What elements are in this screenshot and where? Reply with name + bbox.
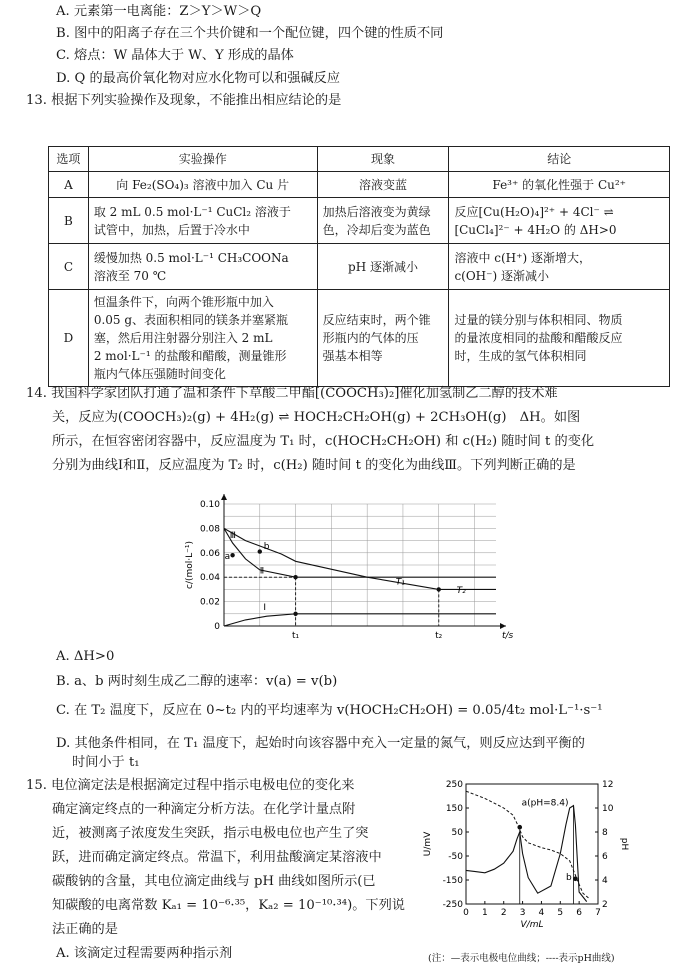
q15-option-a: A. 该滴定过程需要两种指示剂: [56, 946, 233, 961]
point-label-b: b: [263, 542, 270, 553]
curve-point: [293, 612, 297, 616]
x-axis-label: t/s: [502, 631, 514, 641]
x-axis-label: V/mL: [520, 920, 544, 930]
row-operation: [88, 244, 317, 290]
q14-stem-line4: 分别为曲线Ⅰ和Ⅱ，反应温度为 T₂ 时，c(H₂) 随时间 t 的变化为曲线Ⅲ。下列判断正确的是: [52, 458, 576, 473]
row-operation-line: 恒温条件下，向两个锥形瓶中加入: [93, 295, 274, 309]
q14-stem-line3: 所示，在恒容密闭容器中，反应温度为 T₁ 时，c(HOCH₂CH₂OH) 和 c(H₂) 随时间 t 的变化: [52, 434, 595, 449]
y-axis-label: U/mV: [423, 831, 433, 857]
y-axis-label: c/(mol·L⁻¹): [185, 540, 195, 590]
experiment-table: [48, 146, 670, 387]
row-option: D: [49, 290, 89, 387]
table-row: [49, 290, 670, 387]
row-phenomenon-line: pH 逐渐减小: [348, 259, 418, 274]
row-operation-line: 塞，然后用注射器分别注入 2 mL: [93, 331, 273, 345]
curve-i-glycol-t1: [224, 614, 496, 626]
x-tick-label: 2: [500, 908, 507, 918]
point-a: [230, 553, 234, 557]
row-conclusion-line: c(OH⁻) 逐渐减小: [454, 268, 549, 283]
y-tick-label: 0.10: [199, 500, 220, 510]
row-phenomenon: [317, 290, 449, 387]
q14-option-d-line2: 时间小于 t₁: [72, 755, 140, 770]
table-header-row: [49, 147, 670, 172]
row-phenomenon-line: 形瓶内的气体的压: [322, 331, 419, 345]
point-b: [258, 549, 262, 553]
point-label-b: b: [565, 873, 572, 883]
row-conclusion: [449, 244, 670, 290]
q14-option-b: B. a、b 两时刻生成乙二醇的速率：v(a) = v(b): [56, 674, 338, 689]
x-tick-label: 6: [576, 908, 583, 918]
y-tick-label: 50: [451, 828, 463, 838]
x-tick-label: 5: [557, 908, 564, 918]
curve-iii-h2-t2: [224, 528, 496, 589]
x-tick-label: t₂: [435, 631, 443, 641]
y2-tick-label: 8: [602, 828, 608, 838]
curve-label: Ⅰ: [263, 603, 267, 614]
q15-stem-line5: 碳酸钠的含量，其电位滴定曲线与 pH 曲线如图所示(已: [52, 874, 376, 889]
temp-label-t1: T₁: [395, 577, 405, 588]
x-tick-label: t₁: [292, 631, 300, 641]
q14-stem-line1: 14. 我国科学家团队打通了温和条件下草酸二甲酯[(COOCH₃)₂]催化加氢制乙二醇的技术难: [26, 386, 558, 401]
curve-label: Ⅲ: [229, 531, 236, 542]
chart2-note: (注：—表示电极电位曲线；----表示pH曲线): [428, 953, 615, 964]
row-operation-line: 试管中，加热，后置于冷水中: [93, 222, 250, 237]
point-b: [573, 877, 578, 882]
q14-option-c: C. 在 T₂ 温度下，反应在 0~t₂ 内的平均速率为 v(HOCH₂CH₂OH) = 0.05/4t₂ mol·L⁻¹·s⁻¹: [56, 703, 603, 718]
row-conclusion-line: [CuCl₄]²⁻ + 4H₂O 的 ΔH>0: [454, 222, 617, 237]
curve-point: [293, 575, 297, 579]
y-tick-label: 0.04: [199, 573, 220, 584]
q14-option-d-line1: D. 其他条件相同，在 T₁ 温度下，起始时向该容器中充入一定量的氮气，则反应达到平衡的: [56, 736, 585, 751]
y2-tick-label: 4: [602, 876, 608, 886]
q12-option-b: B. 图中的阳离子存在三个共价键和一个配位键，四个键的性质不同: [56, 26, 444, 41]
q15-stem-line7: 法正确的是: [52, 922, 118, 937]
row-operation-line: 瓶内气体压强随时间变化: [93, 367, 226, 381]
row-phenomenon: [317, 172, 449, 198]
header-option: 选项: [49, 147, 89, 172]
row-option: C: [49, 244, 89, 290]
y-tick-label: 250: [445, 780, 463, 790]
y-tick-label: 0.02: [199, 597, 220, 608]
y-tick-label: 0: [214, 622, 220, 632]
row-option: A: [49, 172, 89, 198]
y2-tick-label: 2: [602, 900, 608, 910]
row-operation: [88, 290, 317, 387]
potentiometric-titration-chart: [420, 774, 678, 946]
row-conclusion-line: 反应[Cu(H₂O)₄]²⁺ + 4Cl⁻ ⇌: [454, 204, 614, 219]
row-phenomenon-line: 强基本相等: [322, 349, 383, 363]
point-label-a: a(pH=8.4): [521, 798, 569, 809]
y2-tick-label: 12: [602, 780, 614, 790]
x-tick-label: 3: [519, 908, 526, 918]
curve-point: [437, 587, 441, 591]
row-phenomenon: [317, 198, 449, 244]
table-row: [49, 244, 670, 290]
row-phenomenon-line: 溶液变蓝: [359, 177, 408, 192]
y-tick-label: -150: [442, 876, 463, 886]
row-operation: [88, 172, 317, 198]
y-tick-label: -250: [442, 900, 463, 910]
y2-tick-label: 6: [602, 852, 608, 862]
q12-option-a: A. 元素第一电离能：Z＞Y＞W＞Q: [56, 4, 262, 19]
q15-stem-line1: 15. 电位滴定法是根据滴定过程中指示电极电位的变化来: [26, 778, 355, 793]
header-phenomenon: 现象: [317, 147, 449, 172]
temp-label-t2: T₂: [456, 586, 466, 597]
y-tick-label: 0.08: [199, 524, 220, 535]
q14-stem-line2: 关，反应为(COOCH₃)₂(g) + 4H₂(g) ⇌ HOCH₂CH₂OH(g) + 2CH₃OH(g) ΔH。如图: [52, 410, 581, 425]
row-operation: [88, 198, 317, 244]
point-label-a: a: [224, 551, 231, 562]
row-conclusion-line: 过量的镁分别与体积相同、物质: [454, 313, 623, 327]
row-conclusion-line: 的量浓度相同的盐酸和醋酸反应: [454, 331, 623, 345]
table-row: [49, 198, 670, 244]
y2-axis-label: pH: [619, 837, 629, 851]
x-tick-label: 7: [595, 908, 601, 918]
row-conclusion: [449, 198, 670, 244]
q15-stem-line6: 知碳酸的电离常数 Kₐ₁ = 10⁻⁶·³⁵，Kₐ₂ = 10⁻¹⁰·³⁴)。下列说: [52, 898, 405, 913]
y-axis-arrow: [221, 494, 227, 500]
row-phenomenon-line: 加热后溶液变为黄绿: [322, 204, 431, 219]
curve-label: Ⅱ: [259, 566, 265, 577]
y-tick-label: 150: [445, 804, 463, 814]
point-a: [517, 825, 522, 830]
x-axis-arrow: [500, 623, 506, 629]
y-tick-label: -50: [448, 852, 463, 862]
row-operation-line: 缓慢加热 0.5 mol·L⁻¹ CH₃COONa: [93, 250, 289, 265]
potential-curve: [466, 806, 587, 902]
row-operation-line: 取 2 mL 0.5 mol·L⁻¹ CuCl₂ 溶液于: [93, 204, 291, 219]
row-conclusion-line: 时，生成的氢气体积相同: [454, 349, 587, 363]
row-operation-line: 2 mol·L⁻¹ 的盐酸和醋酸，测量锥形: [93, 349, 287, 363]
row-conclusion: [449, 172, 670, 198]
q13-stem: 13. 根据下列实验操作及现象，不能推出相应结论的是: [26, 93, 342, 108]
q15-stem-line4: 跃，进而确定滴定终点。常温下，利用盐酸滴定某溶液中: [52, 850, 382, 865]
x-tick-label: 4: [538, 908, 545, 918]
row-operation-line: 0.05 g、表面积相同的镁条并塞紧瓶: [93, 313, 289, 327]
x-tick-label: 1: [481, 908, 488, 918]
concentration-time-chart: [180, 490, 520, 645]
x-tick-label: 0: [463, 908, 469, 918]
row-conclusion-line: 溶液中 c(H⁺) 逐渐增大，: [454, 250, 591, 265]
row-operation-line: 向 Fe₂(SO₄)₃ 溶液中加入 Cu 片: [116, 177, 290, 192]
y2-tick-label: 10: [602, 804, 614, 814]
row-phenomenon-line: 色，冷却后变为蓝色: [322, 222, 431, 237]
row-option: B: [49, 198, 89, 244]
row-conclusion: [449, 290, 670, 387]
y-tick-label: 0.06: [199, 548, 220, 559]
q15-stem-line2: 确定滴定终点的一种滴定分析方法。在化学计量点附: [52, 802, 356, 817]
table-row: [49, 172, 670, 198]
row-operation-line: 溶液至 70 ℃: [93, 268, 167, 283]
header-operation: 实验操作: [88, 147, 317, 172]
header-conclusion: 结论: [449, 147, 670, 172]
q12-option-d: D. Q 的最高价氧化物对应水化物可以和强碱反应: [56, 71, 341, 86]
row-phenomenon: [317, 244, 449, 290]
q14-option-a: A. ΔH>0: [56, 649, 115, 664]
row-conclusion-line: Fe³⁺ 的氧化性强于 Cu²⁺: [492, 177, 627, 192]
q12-option-c: C. 熔点：W 晶体大于 W、Y 形成的晶体: [56, 48, 294, 63]
row-phenomenon-line: 反应结束时，两个锥: [322, 313, 431, 327]
q15-stem-line3: 近，被测离子浓度发生突跃，指示电极电位也产生了突: [52, 826, 369, 841]
